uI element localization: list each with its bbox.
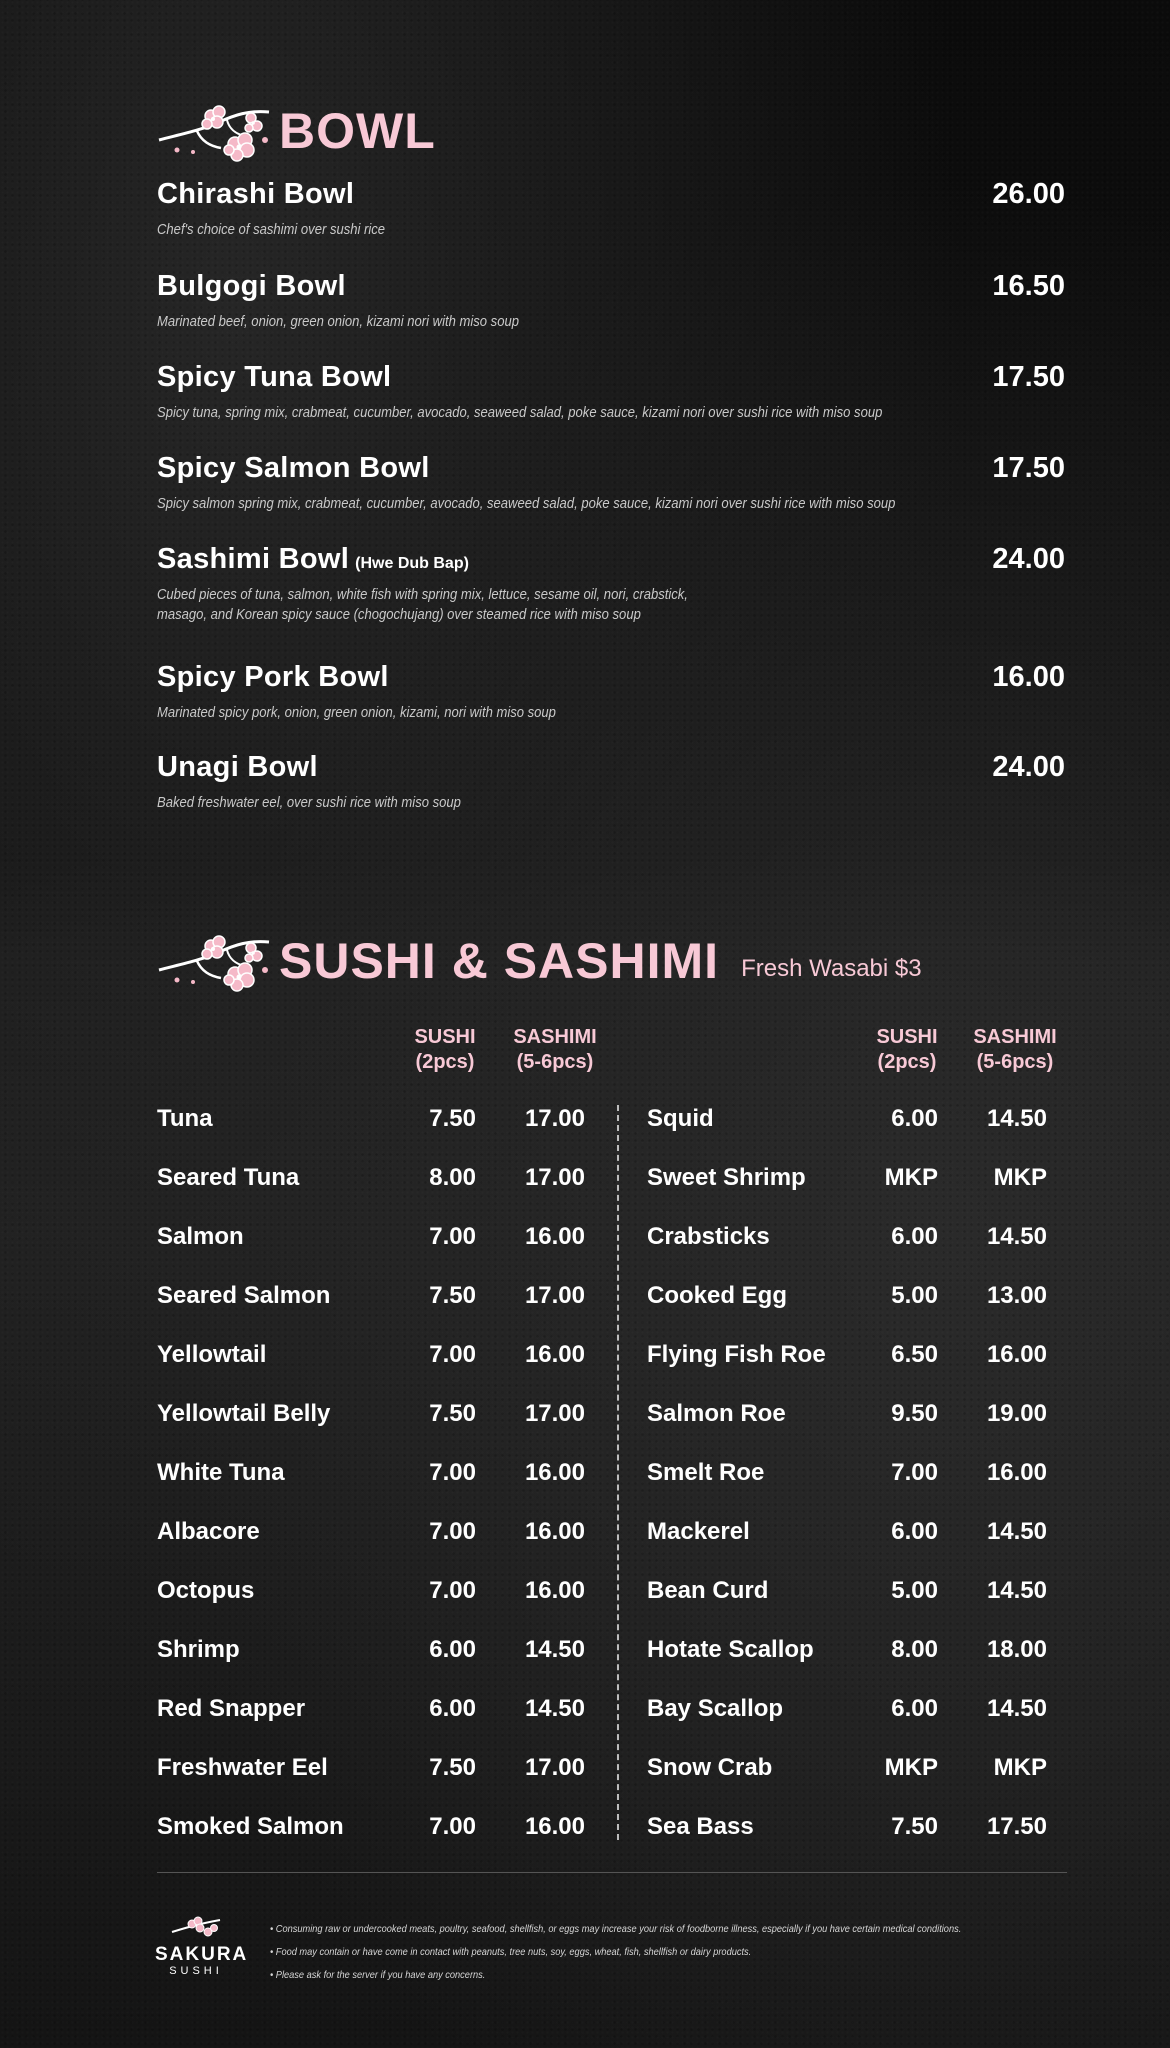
sushi-row [647, 1399, 1087, 1429]
sushi-price: 6.00 [891, 1518, 938, 1545]
fish-name: Squid [647, 1105, 714, 1132]
sushi-row [647, 1812, 1087, 1842]
sashimi-price: 17.00 [524, 1400, 585, 1427]
footer-divider [157, 1872, 1067, 1873]
sashimi-price: 14.50 [986, 1223, 1047, 1250]
fish-name: Salmon [157, 1223, 244, 1250]
fish-name: Bay Scallop [647, 1695, 784, 1722]
logo-text: SAKURA [155, 1944, 249, 1965]
bowl-item [157, 270, 1065, 332]
item-description: Spicy salmon spring mix, crabmeat, cucumber, avocado, seaweed salad, poke sauce, kizami nori over sushi rice with miso soup [157, 496, 896, 512]
sushi-section-header [157, 930, 922, 992]
item-description: Spicy tuna, spring mix, crabmeat, cucumber, avocado, seaweed salad, poke sauce, kizami nori over sushi rice with miso soup [157, 405, 883, 421]
bowl-item [157, 751, 1065, 813]
item-description: Baked freshwater eel, over sushi rice with miso soup [157, 795, 461, 811]
fish-name: Sweet Shrimp [647, 1164, 806, 1191]
cherry-blossom-icon [157, 100, 273, 162]
item-name: Sashimi Bowl [157, 543, 350, 575]
sashimi-price: 16.00 [524, 1577, 585, 1604]
item-price: 16.00 [992, 661, 1065, 693]
sushi-price: 7.00 [429, 1813, 476, 1840]
item-description: Marinated beef, onion, green onion, kizami nori with miso soup [157, 314, 519, 330]
fish-name: Smoked Salmon [157, 1813, 344, 1840]
sushi-row [647, 1222, 1087, 1252]
item-price: 24.00 [992, 751, 1065, 783]
fish-name: Albacore [157, 1518, 260, 1545]
item-description: Chef's choice of sashimi over sushi rice [157, 222, 386, 238]
item-price: 17.50 [992, 452, 1065, 484]
item-name: Spicy Salmon Bowl [157, 452, 430, 484]
bowl-item [157, 361, 1065, 423]
sushi-row [647, 1517, 1087, 1547]
right-sashimi-header: SASHIMI (5-6pcs) [973, 1026, 1057, 1073]
sushi-row [647, 1340, 1087, 1370]
fish-name: Red Snapper [157, 1695, 306, 1722]
sushi-row [647, 1753, 1087, 1783]
sushi-price: 7.50 [429, 1754, 476, 1781]
item-price: 16.50 [992, 270, 1065, 302]
sashimi-price: 17.00 [524, 1105, 585, 1132]
sashimi-price: 17.00 [524, 1754, 585, 1781]
fish-name: Sea Bass [647, 1813, 754, 1840]
left-sushi-header: SUSHI (2pcs) [414, 1026, 476, 1073]
item-subtitle: (Hwe Dub Bap) [355, 555, 469, 572]
sashimi-price: 16.00 [524, 1223, 585, 1250]
item-name: Spicy Pork Bowl [157, 661, 389, 693]
sushi-row [647, 1104, 1087, 1134]
bowl-item [157, 452, 1065, 514]
sushi-price: 6.00 [891, 1223, 938, 1250]
sushi-price: 7.00 [429, 1459, 476, 1486]
sashimi-price: MKP [993, 1164, 1047, 1191]
sashimi-price: MKP [993, 1754, 1047, 1781]
sashimi-price: 17.50 [986, 1813, 1047, 1840]
sushi-row [157, 1812, 597, 1842]
sushi-row [157, 1753, 597, 1783]
sushi-price: 8.00 [891, 1636, 938, 1663]
sushi-row [157, 1104, 597, 1134]
sushi-row [647, 1163, 1087, 1193]
footer-notes [270, 1918, 1056, 1987]
item-name: Chirashi Bowl [157, 178, 355, 210]
sashimi-price: 18.00 [986, 1636, 1047, 1663]
left-sashimi-header: SASHIMI (5-6pcs) [513, 1026, 597, 1073]
bowl-item [157, 178, 1065, 240]
sushi-row [157, 1340, 597, 1370]
bowl-title: BOWL [279, 103, 436, 159]
fish-name: Octopus [157, 1577, 255, 1604]
sashimi-price: 14.50 [986, 1695, 1047, 1722]
logo-subtext: SUSHI [169, 1965, 223, 1977]
footer-note: • Food may contain or have come in contact with peanuts, tree nuts, soy, eggs, wheat, fish, shellfish or dairy products. [270, 1946, 752, 1958]
sashimi-price: 16.00 [986, 1459, 1047, 1486]
sashimi-price: 16.00 [986, 1341, 1047, 1368]
sushi-price: 7.50 [429, 1400, 476, 1427]
fish-name: Smelt Roe [647, 1459, 765, 1486]
sushi-price: 7.50 [891, 1813, 938, 1840]
sushi-row [157, 1635, 597, 1665]
sushi-price: 6.00 [891, 1105, 938, 1132]
fish-name: Yellowtail Belly [157, 1400, 331, 1427]
sushi-price: 5.00 [891, 1577, 938, 1604]
sushi-price: 7.00 [429, 1341, 476, 1368]
bowl-item [157, 543, 1065, 625]
sashimi-price: 14.50 [986, 1105, 1047, 1132]
sushi-price: 7.00 [429, 1518, 476, 1545]
sushi-price: 6.50 [891, 1341, 938, 1368]
fish-name: Seared Salmon [157, 1282, 331, 1309]
item-description: Marinated spicy pork, onion, green onion, kizami, nori with miso soup [157, 705, 556, 721]
fish-name: Flying Fish Roe [647, 1341, 826, 1368]
sashimi-price: 14.50 [524, 1636, 585, 1663]
sushi-price: 7.50 [429, 1282, 476, 1309]
item-price: 24.00 [992, 543, 1065, 575]
wasabi-note: Fresh Wasabi $3 [741, 955, 922, 982]
sushi-row [157, 1281, 597, 1311]
sashimi-price: 16.00 [524, 1459, 585, 1486]
footer-note: • Consuming raw or undercooked meats, poultry, seafood, shellfish, or eggs may increase your risk of foodborne illness, especially if you have certain medical conditions. [270, 1923, 962, 1935]
sushi-price: 7.50 [429, 1105, 476, 1132]
sushi-row [647, 1458, 1087, 1488]
item-name: Unagi Bowl [157, 751, 318, 783]
sushi-title: SUSHI & SASHIMI [279, 933, 720, 989]
sushi-row [647, 1576, 1087, 1606]
fish-name: Tuna [157, 1105, 213, 1132]
item-name: Spicy Tuna Bowl [157, 361, 392, 393]
sushi-price: 5.00 [891, 1282, 938, 1309]
bowl-item [157, 661, 1065, 723]
sashimi-price: 17.00 [524, 1164, 585, 1191]
sakura-logo [155, 1914, 249, 1977]
fish-name: Mackerel [647, 1518, 750, 1545]
sushi-price: 8.00 [429, 1164, 476, 1191]
sashimi-price: 14.50 [524, 1695, 585, 1722]
sushi-price: 7.00 [429, 1223, 476, 1250]
sashimi-price: 16.00 [524, 1518, 585, 1545]
item-price: 26.00 [992, 178, 1065, 210]
fish-name: Seared Tuna [157, 1164, 300, 1191]
sushi-price: 6.00 [891, 1695, 938, 1722]
footer-note: • Please ask for the server if you have any concerns. [270, 1969, 486, 1981]
sushi-row [647, 1694, 1087, 1724]
fish-name: Freshwater Eel [157, 1754, 328, 1781]
fish-name: Bean Curd [647, 1577, 769, 1604]
item-name: Bulgogi Bowl [157, 270, 346, 302]
sushi-row [157, 1163, 597, 1193]
item-description: Cubed pieces of tuna, salmon, white fish with spring mix, lettuce, sesame oil, nori, crabstick, masago, and Korean spicy sauce (chogochujang) over steamed rice with miso soup [157, 587, 688, 623]
fish-name: White Tuna [157, 1459, 285, 1486]
fish-name: Shrimp [157, 1636, 240, 1663]
sushi-price: MKP [884, 1754, 938, 1781]
fish-name: Crabsticks [647, 1223, 770, 1250]
fish-name: Yellowtail [157, 1341, 267, 1368]
sashimi-price: 16.00 [524, 1813, 585, 1840]
fish-name: Cooked Egg [647, 1282, 788, 1309]
sashimi-price: 14.50 [986, 1577, 1047, 1604]
sashimi-price: 17.00 [524, 1282, 585, 1309]
fish-name: Snow Crab [647, 1754, 773, 1781]
sushi-row [647, 1281, 1087, 1311]
sushi-row [157, 1399, 597, 1429]
sushi-row [157, 1694, 597, 1724]
sushi-row [157, 1222, 597, 1252]
sushi-price: 9.50 [891, 1400, 938, 1427]
sushi-row [647, 1635, 1087, 1665]
sushi-row [157, 1458, 597, 1488]
right-sushi-header: SUSHI (2pcs) [876, 1026, 938, 1073]
cherry-blossom-icon [157, 930, 273, 992]
sashimi-price: 19.00 [986, 1400, 1047, 1427]
fish-name: Salmon Roe [647, 1400, 786, 1427]
sushi-price: 6.00 [429, 1695, 476, 1722]
fish-name: Hotate Scallop [647, 1636, 814, 1663]
sashimi-price: 13.00 [986, 1282, 1047, 1309]
sashimi-price: 14.50 [986, 1518, 1047, 1545]
item-price: 17.50 [992, 361, 1065, 393]
sushi-row [157, 1517, 597, 1547]
sushi-price: 7.00 [891, 1459, 938, 1486]
sushi-price: MKP [884, 1164, 938, 1191]
logo-blossom-icon [170, 1914, 222, 1940]
sashimi-price: 16.00 [524, 1341, 585, 1368]
column-divider [617, 1105, 619, 1840]
bowl-section-header [157, 100, 436, 162]
sushi-price: 7.00 [429, 1577, 476, 1604]
sushi-price: 6.00 [429, 1636, 476, 1663]
sushi-row [157, 1576, 597, 1606]
